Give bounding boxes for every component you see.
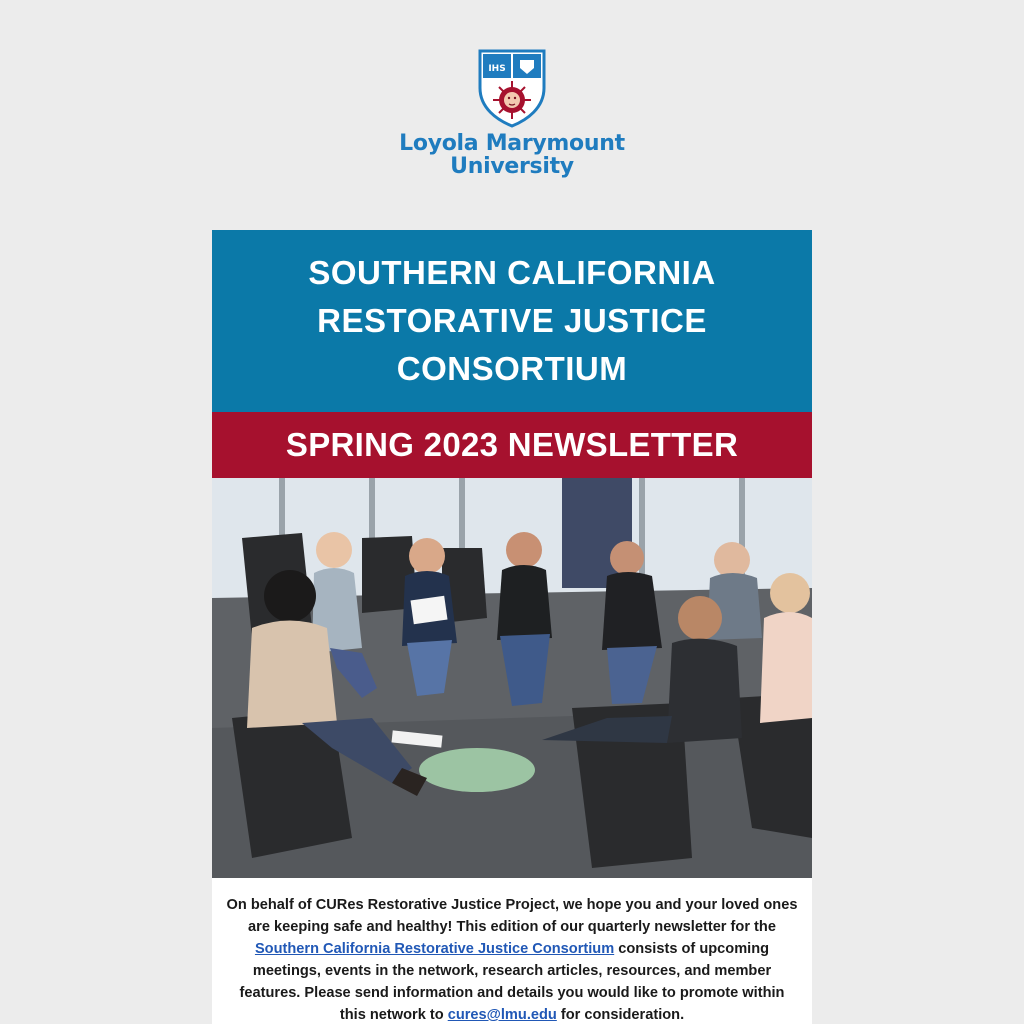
intro-text-part-3: for consideration.	[556, 1007, 685, 1023]
restorative-circle-photo	[212, 478, 812, 878]
intro-text-part-2: consists of upcoming meetings, events in the network, research articles, resources, and member features. Please send information and details you would like to promote within this network to	[239, 941, 785, 1023]
newsletter-subtitle: SPRING 2023 NEWSLETTER	[285, 426, 739, 463]
photo-illustration	[212, 478, 812, 878]
logo-line-1: Loyola Marymount	[399, 131, 625, 156]
newsletter-subtitle-banner	[212, 412, 812, 478]
intro-text-part-1: On behalf of CURes Restorative Justice Project, we hope you and your loved ones are keeping safe and healthy! This edition of our quarterly newsletter for the	[226, 897, 798, 935]
svg-text:IHS: IHS	[488, 64, 506, 74]
intro-paragraph	[212, 878, 812, 1024]
lmu-shield-crest-icon	[477, 48, 547, 128]
email-link[interactable]: cures@lmu.edu	[447, 1007, 557, 1023]
logo-line-2: University	[450, 154, 574, 179]
consortium-title: SOUTHERN CALIFORNIA RESTORATIVE JUSTICE CONSORTIUM	[308, 254, 716, 387]
university-logo[interactable]	[0, 48, 1024, 178]
consortium-title-banner	[212, 230, 812, 412]
newsletter-card	[212, 230, 812, 1024]
consortium-link[interactable]: Southern California Restorative Justice Consortium	[254, 941, 615, 957]
